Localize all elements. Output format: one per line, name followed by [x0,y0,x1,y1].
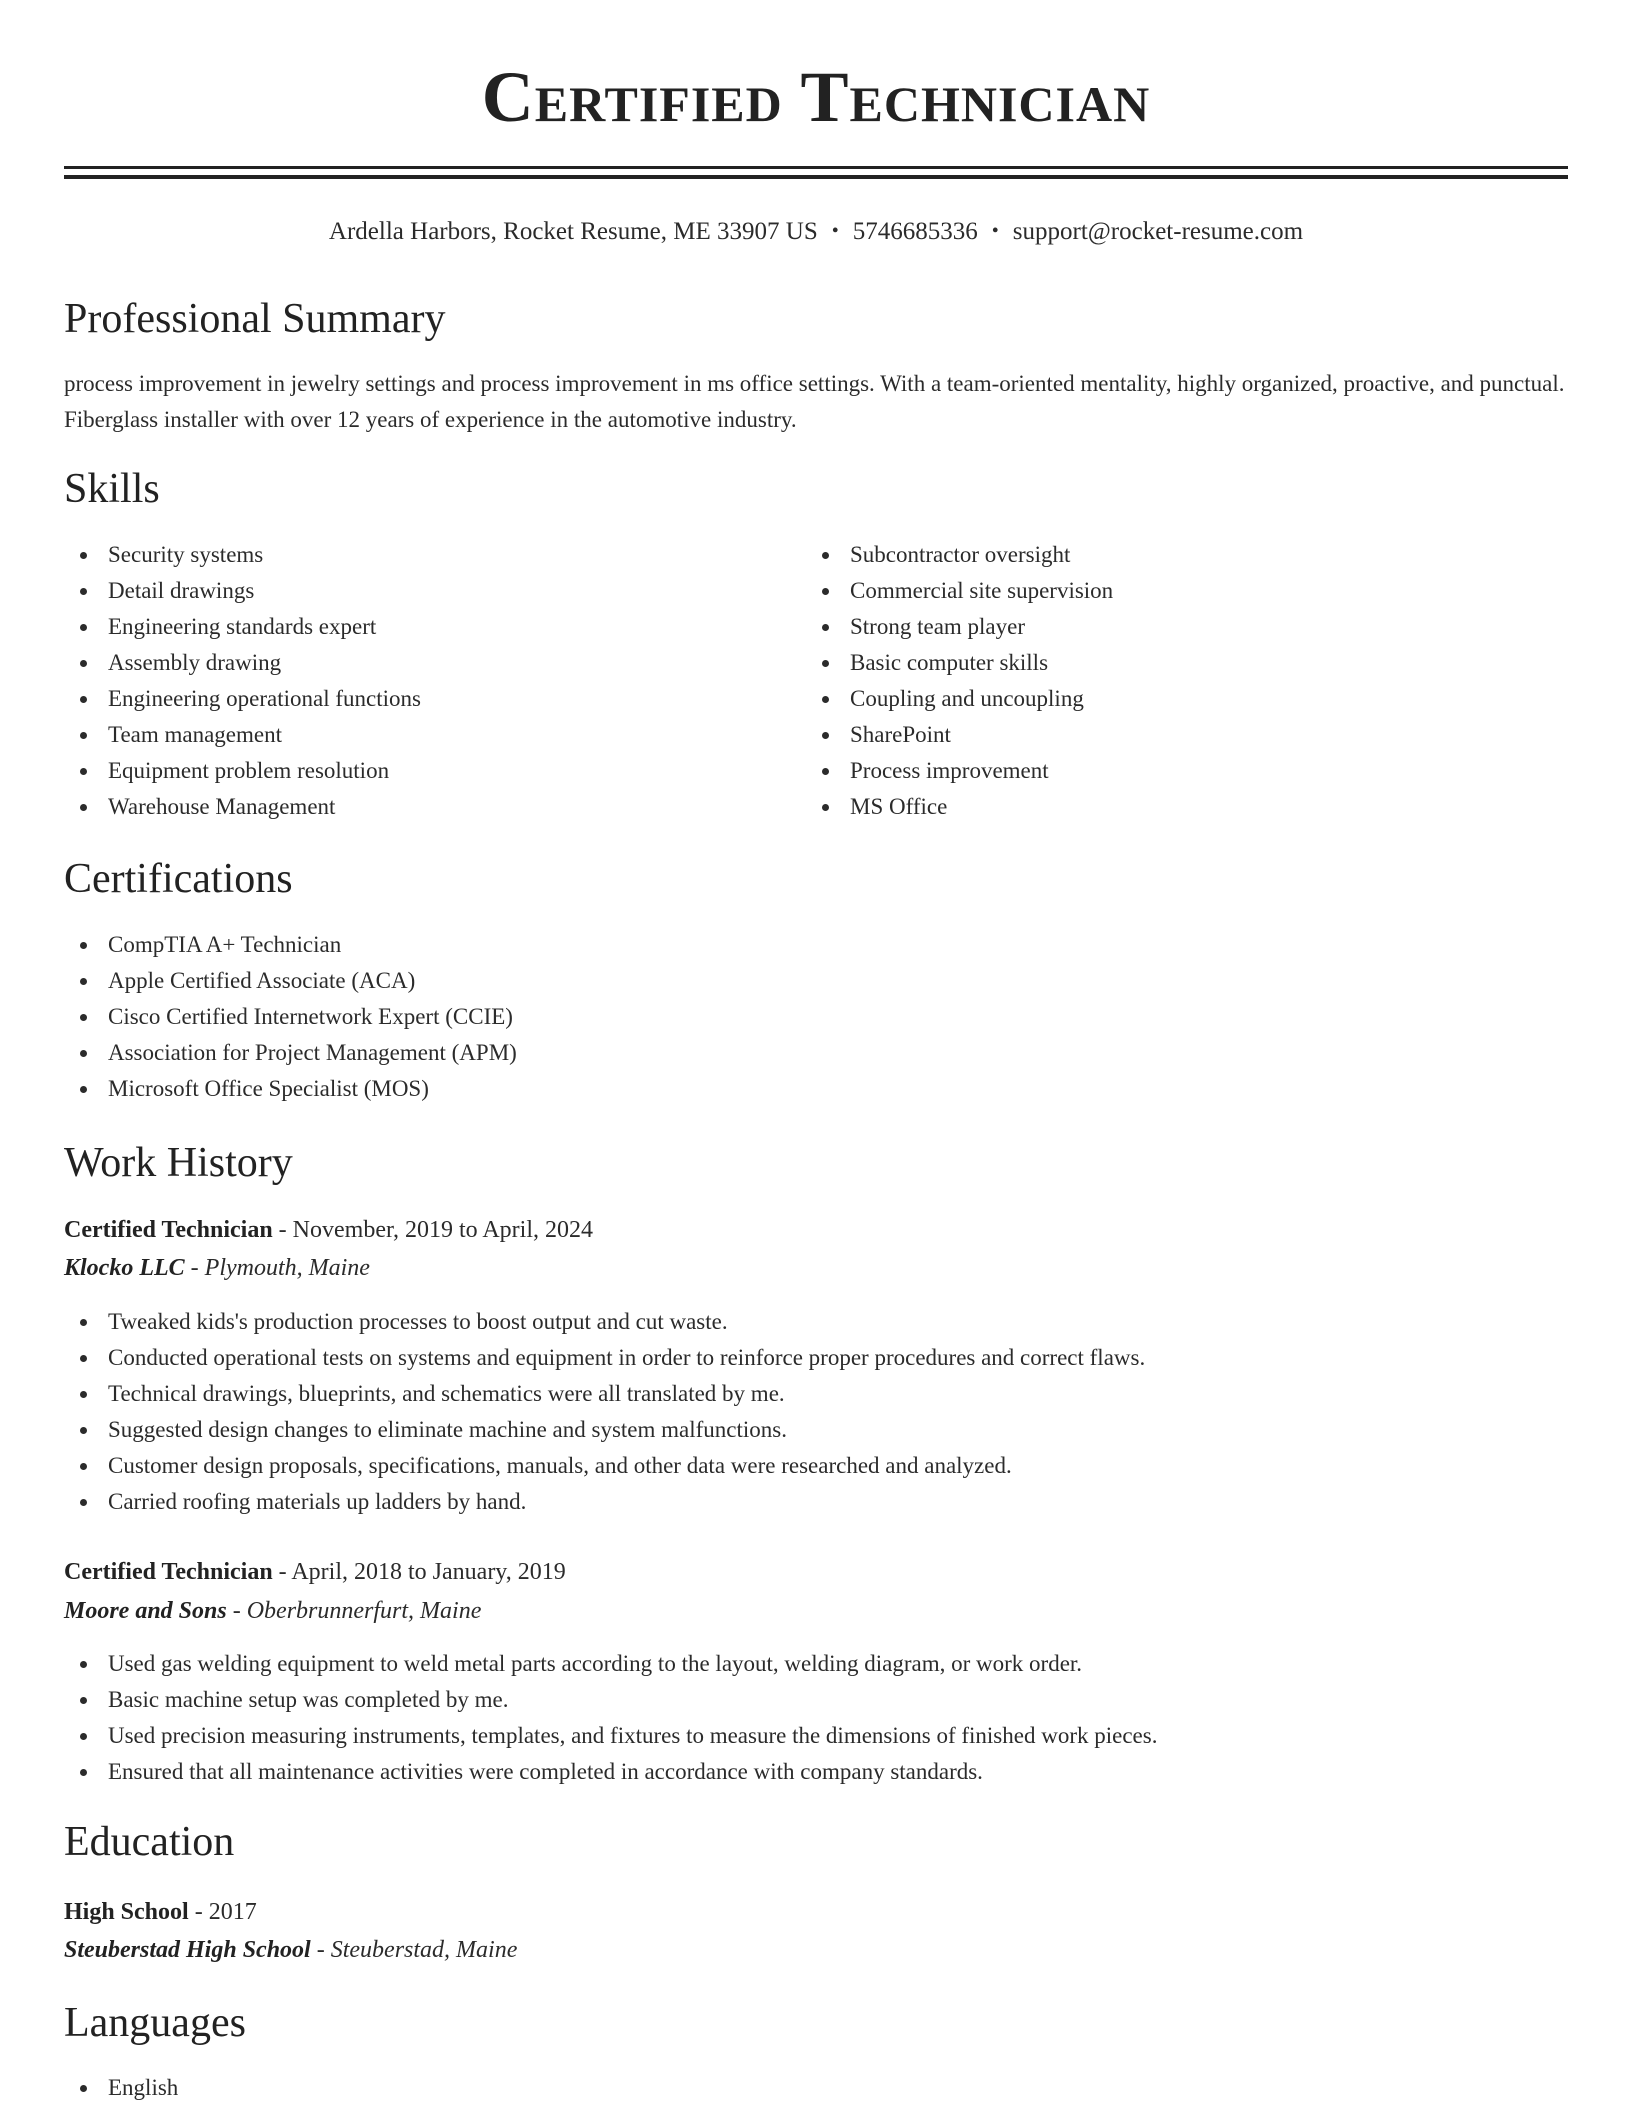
languages-heading: Languages [64,2000,246,2046]
education-heading: Education [64,1819,235,1865]
job-bullet: Conducted operational tests on systems and equipment in order to reinforce proper procedures and correct flaws. [64,1340,1568,1376]
skills-list-left [64,537,804,825]
contact-line [64,214,1568,249]
job-company: Klocko LLC [64,1255,185,1281]
job-dates: April, 2018 to January, 2019 [291,1559,566,1585]
contact-email: support@rocket-resume.com [1012,218,1304,245]
certification-item: Cisco Certified Internetwork Expert (CCIE) [64,999,1568,1035]
certification-item: Microsoft Office Specialist (MOS) [64,1071,1568,1107]
skill-item: Security systems [64,537,804,573]
summary-heading: Professional Summary [64,296,446,342]
job-location: Oberbrunnerfurt, Maine [246,1598,482,1624]
certifications-heading: Certifications [64,856,293,902]
job-bullet: Suggested design changes to eliminate machine and system malfunctions. [64,1412,1568,1448]
job-bullet: Used gas welding equipment to weld metal parts according to the layout, welding diagram, or work order. [64,1646,1568,1682]
skill-item: Engineering operational functions [64,681,804,717]
skill-item: SharePoint [806,717,1546,753]
skill-item: Equipment problem resolution [64,753,804,789]
contact-phone: 5746685336 [852,218,978,245]
job-bullet: Basic machine setup was completed by me. [64,1682,1568,1718]
job-bullet: Technical drawings, blueprints, and schematics were all translated by me. [64,1376,1568,1412]
education-degree: High School [64,1899,189,1925]
skill-item: Subcontractor oversight [806,537,1546,573]
education-school: Steuberstad High School [64,1937,311,1963]
job-dates: November, 2019 to April, 2024 [292,1217,594,1243]
skill-item: Engineering standards expert [64,609,804,645]
contact-separator: • [991,220,999,242]
job-header: Certified Technician - April, 2018 to January, 2019 [64,1559,566,1585]
skill-item: Coupling and uncoupling [806,681,1546,717]
job-bullets [64,1646,1568,1790]
resume-page [64,0,1568,2100]
skill-item: Commercial site supervision [806,573,1546,609]
certification-item: Apple Certified Associate (ACA) [64,963,1568,999]
job-header: Certified Technician - November, 2019 to April, 2024 [64,1217,594,1243]
summary-text: process improvement in jewelry settings and process improvement in ms office settings. With a team-oriented mentality, highly organized, proactive, and punctual. Fiberglass installer with over 12 years of experience in the automotive industry. [64,371,1565,432]
job-bullet: Carried roofing materials up ladders by hand. [64,1484,1568,1520]
job-location: Plymouth, Maine [204,1255,370,1281]
job-bullet: Ensured that all maintenance activities were completed in accordance with company standards. [64,1754,1568,1790]
job-title: Certified Technician [64,1559,273,1585]
languages-list [64,2070,1568,2106]
skill-item: Warehouse Management [64,789,804,825]
job-employer: Klocko LLC - Plymouth, Maine [64,1255,370,1281]
education-location: Steuberstad, Maine [330,1937,518,1963]
job-bullet: Used precision measuring instruments, templates, and fixtures to measure the dimensions of finished work pieces. [64,1718,1568,1754]
title-divider-top [64,166,1568,169]
job-title: Certified Technician [64,1217,273,1243]
skill-item: MS Office [806,789,1546,825]
skill-item: Team management [64,717,804,753]
job-bullet: Tweaked kids's production processes to boost output and cut waste. [64,1304,1568,1340]
education-year: 2017 [208,1899,257,1925]
certification-item: CompTIA A+ Technician [64,927,1568,963]
title-divider-bottom [64,175,1568,179]
work-history-heading: Work History [64,1140,293,1186]
skill-item: Assembly drawing [64,645,804,681]
skill-item: Detail drawings [64,573,804,609]
contact-address: Ardella Harbors, Rocket Resume, ME 33907 US [328,218,818,245]
education-institution: Steuberstad High School - Steuberstad, Maine [64,1937,518,1963]
language-item: English [64,2070,1568,2106]
job-company: Moore and Sons [64,1598,227,1624]
skills-list-right [806,537,1546,825]
job-bullets [64,1304,1568,1520]
resume-title: Certified Technician [481,57,1151,137]
skill-item: Strong team player [806,609,1546,645]
skill-item: Basic computer skills [806,645,1546,681]
job-bullet: Customer design proposals, specifications, manuals, and other data were researched and analyzed. [64,1448,1568,1484]
skill-item: Process improvement [806,753,1546,789]
education-header: High School - 2017 [64,1899,257,1925]
job-employer: Moore and Sons - Oberbrunnerfurt, Maine [64,1598,482,1624]
contact-separator: • [831,220,839,242]
certification-item: Association for Project Management (APM) [64,1035,1568,1071]
skills-heading: Skills [64,466,160,512]
certifications-list [64,927,1568,1107]
